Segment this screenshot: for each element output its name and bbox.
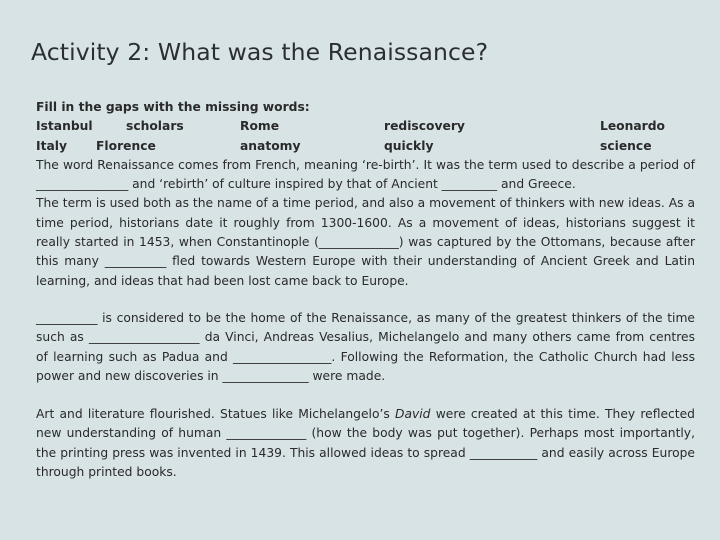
slide-title: Activity 2: What was the Renaissance? (31, 38, 489, 66)
paragraph-3-start: Art and literature flourished. Statues like Michelangelo’s (36, 407, 395, 422)
word-bank-item: Italy (36, 138, 67, 153)
instructions: Fill in the gaps with the missing words: (36, 100, 310, 114)
word-bank-item: rediscovery (384, 119, 465, 134)
paragraph-2: __________ is considered to be the home of the Renaissance, as many of the greatest thinkers of the time such as __________________ da Vinci, Andreas Vesalius, Michelangelo and many others came from centres of learning such as Padua and ________________. Following the Reformation, the Catholic Church had less power and new discoveries in ______________ were made. (36, 310, 695, 383)
word-bank (36, 117, 695, 156)
word-bank-item: Leonardo (600, 119, 665, 134)
paragraph-3 (36, 405, 695, 482)
word-bank-item: Rome (240, 119, 280, 134)
word-bank-item: scholars (126, 119, 184, 134)
word-bank-item: quickly (384, 138, 434, 153)
statue-title: David (394, 407, 431, 422)
paragraph-3-end: were created at this time. They reflected new understanding of human _____________ (how the body was put together). Perhaps most importantly, the printing press was invented in 1439. This allowed ideas to spread ___________ and easily across Europe through printed books. (36, 407, 695, 480)
word-bank-item: anatomy (240, 138, 301, 153)
word-bank-item: science (600, 138, 652, 153)
paragraph-1b: The term is used both as the name of a time period, and also a movement of thinkers with new ideas. As a time period, historians date it roughly from 1300-1600. As a movement of ideas, historians suggest it really started in 1453, when Constantinople (_____________) was captured by the Ottomans, because after this many __________ fled towards Western Europe with their understanding of Ancient Greek and Latin learning, and ideas that had been lost came back to Europe. (36, 196, 695, 288)
word-bank-item: Florence (96, 138, 156, 153)
paragraph-1a: The word Renaissance comes from French, meaning ‘re-birth’. It was the term used to describe a period of _______________ and ‘rebirth’ of culture inspired by that of Ancient _________ and Greece. (36, 157, 695, 192)
word-bank-item: Istanbul (36, 119, 93, 134)
activity-body (36, 98, 695, 482)
